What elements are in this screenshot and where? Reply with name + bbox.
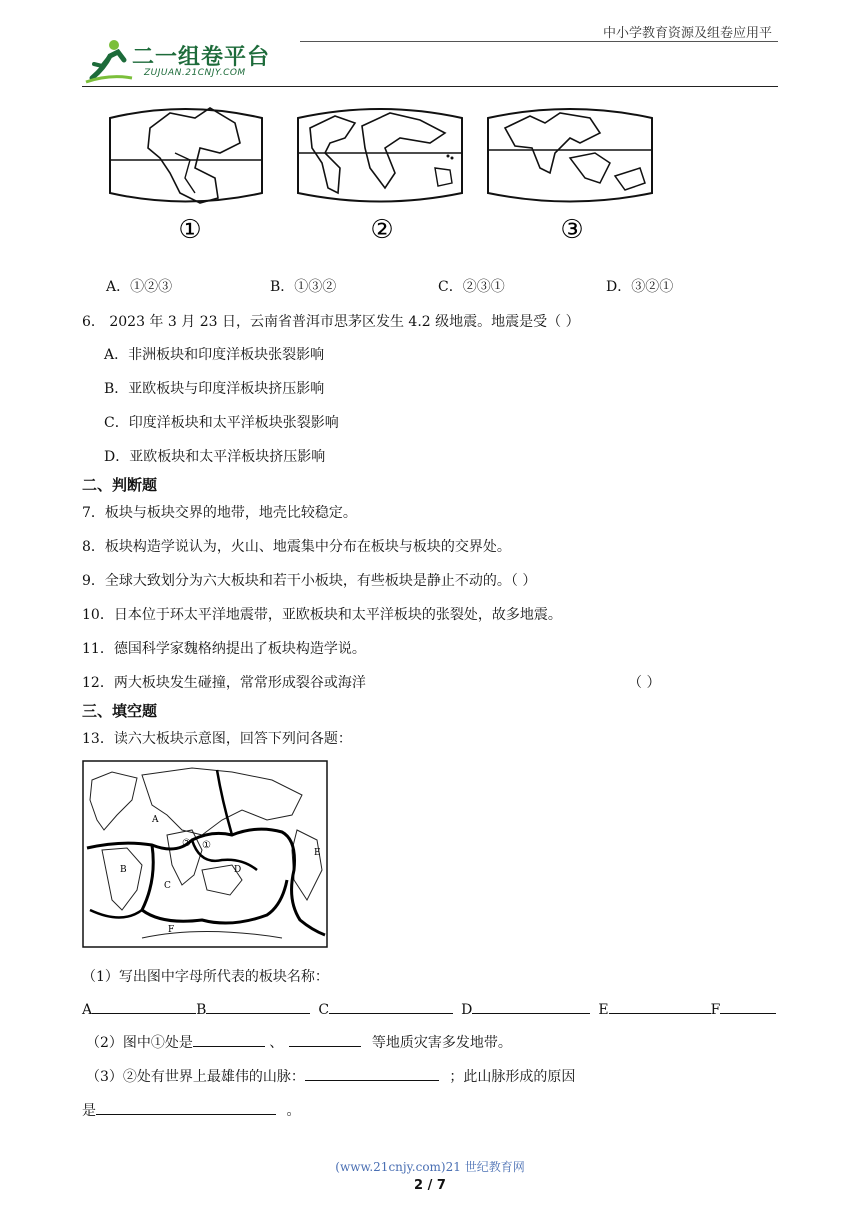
blank-sub3-1[interactable] <box>305 1066 439 1081</box>
blank-f[interactable] <box>720 999 776 1014</box>
plate-label-e: E <box>314 848 321 858</box>
sub2-text-b: 、 <box>269 1035 284 1051</box>
runner-logo-icon <box>84 38 134 84</box>
header-top-rule <box>300 41 778 42</box>
map-label-1: ① <box>178 215 202 245</box>
blank-sub2-2[interactable] <box>289 1032 361 1047</box>
letter-e: E <box>598 1002 609 1018</box>
logo-main-text: 二一组卷平台 <box>132 45 271 70</box>
plate-label-c: C <box>164 881 171 891</box>
map-marker-1: ① <box>202 840 211 851</box>
continental-drift-maps <box>100 98 680 248</box>
header-source-text: 中小学教育资源及组卷应用平 <box>602 26 772 41</box>
blank-sub3-2[interactable] <box>96 1100 276 1115</box>
six-plates-map <box>82 760 328 948</box>
q13-sub1: （1）写出图中字母所代表的板块名称： <box>82 969 329 985</box>
q5-option-b: B．①③② <box>270 279 337 295</box>
letter-a: A <box>82 1002 93 1018</box>
q10: 10．日本位于环太平洋地震带，亚欧板块和太平洋板块的张裂处，故多地震。 <box>82 607 562 623</box>
q9: 9．全球大致划分为六大板块和若干小板块，有些板块是静止不动的。（ ） <box>82 573 537 589</box>
q11: 11．德国科学家魏格纳提出了板块构造学说。 <box>82 641 366 657</box>
q12-answer-paren: （ ） <box>628 675 661 691</box>
section-2-title: 二、判断题 <box>82 476 158 494</box>
q13-letters-row <box>82 999 778 1018</box>
sub2-text-c: 等地质灾害多发地带。 <box>371 1035 512 1051</box>
sub3-text-c: 是 <box>82 1103 96 1119</box>
blank-d[interactable] <box>472 999 590 1014</box>
blank-b[interactable] <box>206 999 310 1014</box>
q6-option-c: C．印度洋板块和太平洋板块张裂影响 <box>104 415 339 431</box>
sub3-text-d: 。 <box>286 1103 301 1119</box>
q13-sub3 <box>86 1066 575 1086</box>
letter-c: C <box>318 1002 330 1018</box>
q5-option-a: A．①②③ <box>106 279 173 295</box>
q6-stem: 6． 2023 年 3 月 23 日，云南省普洱市思茅区发生 4.2 级地震。地震是受（ ） <box>82 314 580 330</box>
plate-label-d: D <box>234 865 242 875</box>
q12: 12．两大板块发生碰撞，常常形成裂谷或海洋 <box>82 675 366 691</box>
page-number: 2 / 7 <box>414 1178 446 1193</box>
q6-option-d: D．亚欧板块和太平洋板块挤压影响 <box>104 449 326 465</box>
map-label-2: ② <box>370 215 394 245</box>
q6-option-b: B．亚欧板块与印度洋板块挤压影响 <box>104 381 325 397</box>
plate-label-b: B <box>120 865 127 875</box>
q13-sub2 <box>86 1032 512 1052</box>
header-rule <box>82 86 778 87</box>
plate-label-a: A <box>152 815 159 825</box>
q13-sub3-cont <box>82 1100 300 1120</box>
site-logo <box>84 38 284 84</box>
q13-stem: 13．读六大板块示意图，回答下列问各题： <box>82 731 352 747</box>
blank-a[interactable] <box>92 999 196 1014</box>
q8: 8．板块构造学说认为，火山、地震集中分布在板块与板块的交界处。 <box>82 539 511 555</box>
sub3-text-b: ；此山脉形成的原因 <box>449 1069 576 1085</box>
plate-label-f: F <box>168 925 175 935</box>
map-3 <box>488 109 652 202</box>
blank-sub2-1[interactable] <box>193 1032 265 1047</box>
map-1 <box>110 108 262 203</box>
map-marker-2: ② <box>182 838 191 849</box>
q5-option-d: D．③②① <box>606 279 674 295</box>
map-2 <box>298 109 462 202</box>
blank-c[interactable] <box>329 999 453 1014</box>
q5-option-c: C．②③① <box>438 279 505 295</box>
map-label-3: ③ <box>560 215 584 245</box>
footer-link[interactable]: (www.21cnjy.com)21 世纪教育网 <box>335 1160 525 1174</box>
letter-f: F <box>710 1002 721 1018</box>
sub2-text-a: （2）图中①处是 <box>86 1035 193 1051</box>
blank-e[interactable] <box>609 999 711 1014</box>
letter-b: B <box>196 1002 207 1018</box>
q7: 7．板块与板块交界的地带，地壳比较稳定。 <box>82 505 357 521</box>
q6-option-a: A．非洲板块和印度洋板块张裂影响 <box>104 347 325 363</box>
section-3-title: 三、填空题 <box>82 702 158 720</box>
sub3-text-a: （3）②处有世界上最雄伟的山脉： <box>86 1069 305 1085</box>
logo-sub-text: ZUJUAN.21CNJY.COM <box>144 68 246 78</box>
letter-d: D <box>461 1002 473 1018</box>
